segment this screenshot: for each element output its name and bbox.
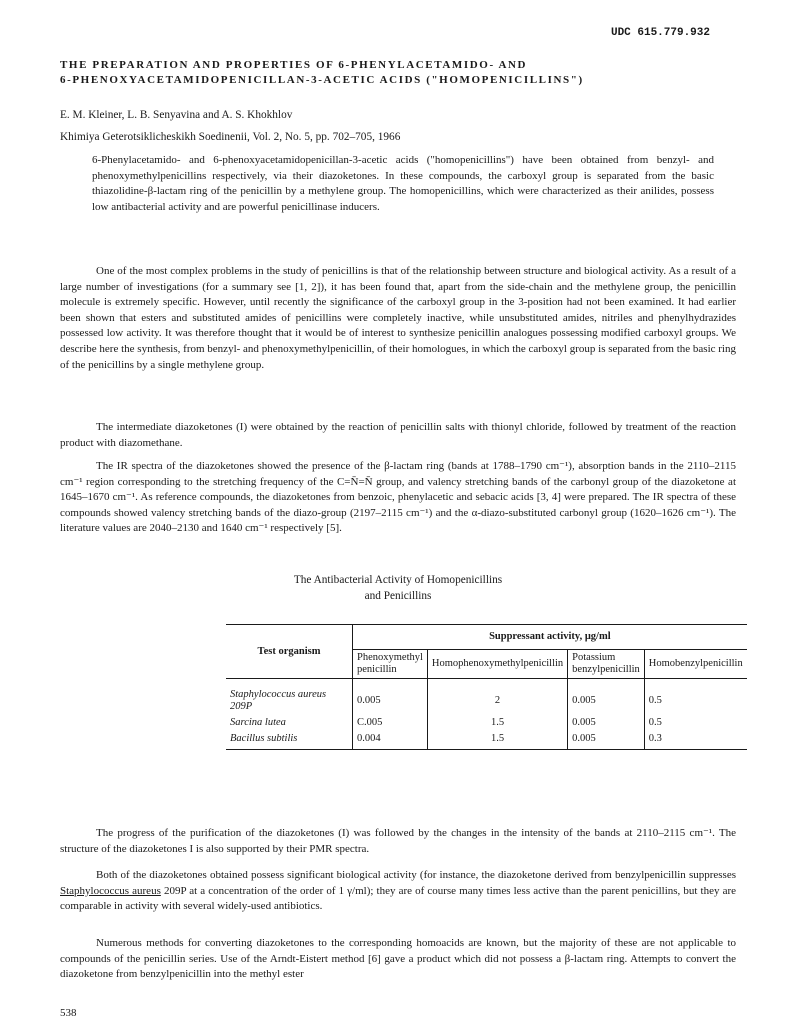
table-cell: 1.5 <box>427 731 567 750</box>
page-number: 538 <box>60 1007 77 1019</box>
table-caption-line-2: and Penicillins <box>364 589 432 602</box>
organism-name: Bacillus subtilis <box>230 733 298 744</box>
paragraph-text: The progress of the purification of the diazoketones (I) was followed by the changes in the intensity of the bands at 2110–2115 cm⁻¹. The structure of the diazoketones I is also supported by their PMR spectra. <box>60 827 736 855</box>
paragraph-text <box>60 868 736 915</box>
table-row <box>226 715 747 731</box>
table-row <box>226 679 747 716</box>
body-paragraph-6 <box>60 936 736 983</box>
citation: Khimiya Geterotsiklicheskikh Soedinenii, Vol. 2, No. 5, pp. 702–705, 1966 <box>60 131 401 143</box>
table-cell: 0.5 <box>644 679 746 716</box>
table-cell: 0.004 <box>353 731 428 750</box>
paragraph-text: Numerous methods for converting diazoketones to the corresponding homoacids are known, but the majority of these are not applicable to compounds of the penicillin series. Use of the Arndt-Eistert method [6] gave a product which did not possess a β-lactam ring. Attempts to convert the diazoketone from benzylpenicillin into the methyl ester <box>60 937 736 981</box>
udc-code: UDC 615.779.932 <box>610 27 710 39</box>
test-organism-header: Test organism <box>257 645 321 657</box>
table-caption <box>0 573 796 604</box>
article-title <box>60 58 740 88</box>
table-cell: C.005 <box>353 715 428 731</box>
paragraph-segment: 209P at a concentration of the order of 1 γ/ml); they are of course many times less active than the parent penicillins, but they are comparable in activity with several widely-used antibiotics. <box>60 884 737 913</box>
table-cell: 0.005 <box>568 715 645 731</box>
column-header: Potassium benzylpenicillin <box>568 650 645 679</box>
abstract: 6-Phenylacetamido- and 6-phenoxyacetamidopenicillan-3-acetic acids ("homopenicillins") have been obtained from benzyl- and phenoxymethylpenicillins respectively, via their diazoketones. In these compounds, the carboxyl group is separated from the basic thiazolidine-β-lactam ring of the penicillin by a methylene group. The homopenicillins, which were characterized as their anilides, possess low antibacterial activity and are powerful penicillinase inducers. <box>92 154 714 213</box>
organism-name: Staphylococcus aureus 209P <box>230 689 327 712</box>
table-cell: 1.5 <box>427 715 567 731</box>
table-cell: 0.3 <box>644 731 746 750</box>
column-header: Homophenoxymethylpenicillin <box>427 650 567 679</box>
authors: E. M. Kleiner, L. B. Senyavina and A. S. Khokhlov <box>60 109 293 121</box>
title-line-1: THE PREPARATION AND PROPERTIES OF 6-PHENYLACETAMIDO- AND <box>60 59 528 71</box>
column-header: Homobenzylpenicillin <box>644 650 746 679</box>
table-cell: 0.5 <box>644 715 746 731</box>
table-cell: 0.005 <box>568 731 645 750</box>
column-header: Phenoxymethyl penicillin <box>353 650 428 679</box>
table-row <box>226 731 747 750</box>
body-paragraph-2 <box>60 420 736 451</box>
activity-table <box>226 624 747 750</box>
body-paragraph-3 <box>60 459 736 537</box>
organism-name-underlined: Staphylococcus aureus <box>60 884 161 897</box>
table-caption-line-1: The Antibacterial Activity of Homopenicillins <box>293 574 503 586</box>
paragraph-text: The IR spectra of the diazoketones showed the presence of the β-lactam ring (bands at 1788–1790 cm⁻¹), absorption bands in the 2110–2115 cm⁻¹ region corresponding to the stretching frequency of the C=N̄=N̄ group, and valency stretching bands of the carbonyl group of the diazoketone at 1645–1670 cm⁻¹. As reference compounds, the diazoketones from benzoic, phenylacetic and sebacic acids [3, 4] were prepared. The IR spectra of these compounds showed valency stretching bands of the diazo-group (2197–2115 cm⁻¹) and the α-diazo-substituted carbonyl group (1620–1626 cm⁻¹). The literature values are 2040–2130 and 1640 cm⁻¹ respectively [5]. <box>60 460 736 535</box>
table-cell: 0.005 <box>568 679 645 716</box>
title-line-2: 6-PHENOXYACETAMIDOPENICILLAN-3-ACETIC ACIDS ("HOMOPENICILLINS") <box>60 74 584 86</box>
paragraph-text: The intermediate diazoketones (I) were obtained by the reaction of penicillin salts with thionyl chloride, followed by treatment of the reaction product with diazomethane. <box>60 421 736 449</box>
paragraph-segment: Both of the diazoketones obtained possess significant biological activity (for instance, the diazoketone derived from benzylpenicillin suppresses <box>96 869 736 881</box>
body-paragraph-1 <box>60 264 736 373</box>
paragraph-text: One of the most complex problems in the study of penicillins is that of the relationship between structure and biological activity. As a result of a large number of investigations (for a summary see [1, 2]), it has been found that, apart from the side-chain and the methylene group, the penicillin molecule is extremely specific. However, until recently the significance of the carboxyl group in the 3-position had not been examined. It had earlier been shown that esters and substituted amides of penicillins were completely inactive, while unsubstituted amides, nitriles and phenylhydrazides possessed low activity. It was therefore thought that it would be of interest to synthesize penicillin analogues possessing modified carboxyl groups. We describe here the synthesis, from benzyl- and phenoxymethylpenicillin, of their homologues, in which the carboxyl group is separated from the basic ring of the penicillins by a single methylene group. <box>60 265 736 371</box>
table-cell: 0.005 <box>353 679 428 716</box>
body-paragraph-5 <box>60 868 736 915</box>
body-paragraph-4 <box>60 826 736 857</box>
suppressant-activity-header: Suppressant activity, μg/ml <box>353 625 747 650</box>
organism-name: Sarcina lutea <box>230 717 286 728</box>
table-cell: 2 <box>427 679 567 716</box>
